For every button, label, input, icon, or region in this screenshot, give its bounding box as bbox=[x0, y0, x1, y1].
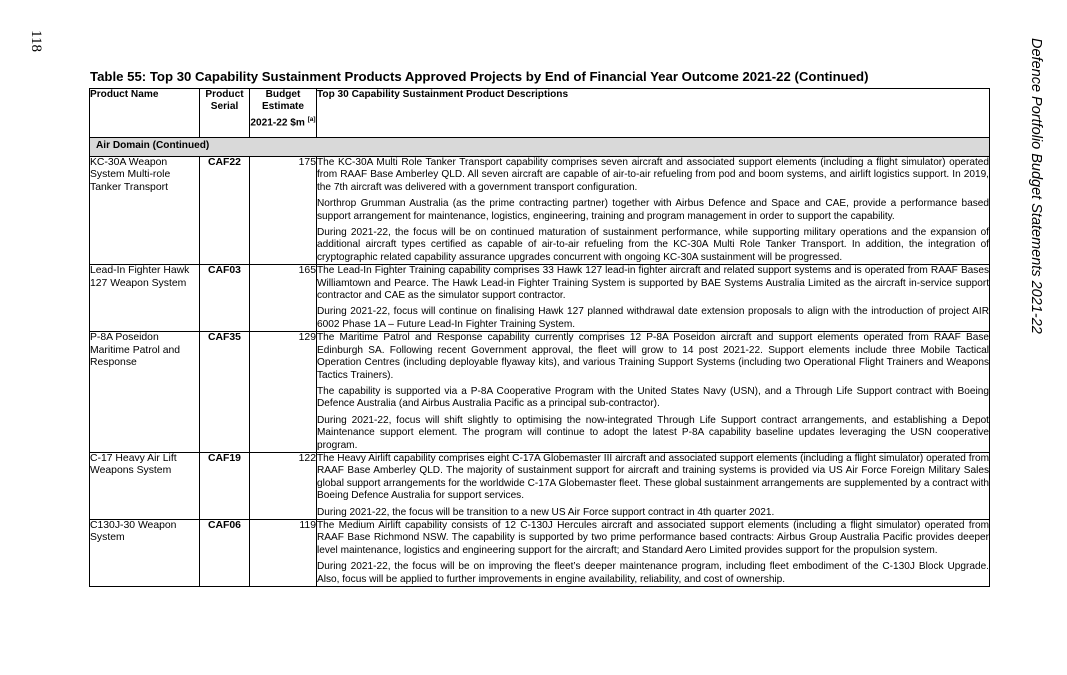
budget-estimate: 165 bbox=[250, 265, 317, 332]
description-paragraph: The capability is supported via a P-8A Cooperative Program with the United States Navy (USN), and a Through Life Support contract with Boeing Defence Australia (and Airbus Australia Pacific as a principal sub-contractor). bbox=[317, 385, 989, 410]
product-serial: CAF22 bbox=[200, 157, 250, 265]
description-paragraph: During 2021-22, focus will continue on finalising Hawk 127 planned withdrawal date extension proposals to align with the introduction of project AIR 6002 Phase 1A – Future Lead-In Fighter Training System. bbox=[317, 306, 989, 330]
product-serial: CAF03 bbox=[200, 265, 250, 332]
description-paragraph: The KC-30A Multi Role Tanker Transport capability comprises seven aircraft and associated support elements (including a flight simulator) operated from RAAF Base Amberley QLD. All seven aircraft are capable of air-to-air refueling from pod and boom systems, and airlift logistics support. In 2019, the 7th aircraft was delivered with a government transport configuration. bbox=[317, 157, 989, 193]
product-name: Lead-In Fighter Hawk 127 Weapon System bbox=[90, 265, 200, 332]
table-row bbox=[90, 265, 990, 332]
page-number: 118 bbox=[28, 30, 44, 52]
section-title: Air Domain (Continued) bbox=[90, 138, 990, 157]
product-description bbox=[317, 519, 990, 586]
table-row bbox=[90, 157, 990, 265]
product-serial: CAF06 bbox=[200, 519, 250, 586]
header-descriptions: Top 30 Capability Sustainment Product Descriptions bbox=[317, 89, 990, 138]
description-paragraph: During 2021-22, the focus will be transition to a new US Air Force support contract in 4th quarter 2021. bbox=[317, 506, 775, 518]
budget-estimate: 129 bbox=[250, 332, 317, 453]
budget-estimate: 119 bbox=[250, 519, 317, 586]
product-description bbox=[317, 157, 990, 265]
sustainment-products-table bbox=[89, 88, 990, 587]
product-description bbox=[317, 452, 990, 519]
section-row bbox=[90, 138, 990, 157]
description-paragraph: Northrop Grumman Australia (as the prime contracting partner) together with Airbus Defence and Space and CAE, provide a performance based support arrangement for maintenance, logistics, engineering, training and program management in order to support the capability. bbox=[317, 198, 989, 222]
product-serial: CAF19 bbox=[200, 452, 250, 519]
description-paragraph: The Maritime Patrol and Response capability currently comprises 12 P-8A Poseidon aircraft and support elements operated from RAAF Base Edinburgh SA. Following recent Government approval, the fleet will grow to 14 post 2021-22. Support elements include three Mobile Tactical Operation Centres (including deployable flyaway kits), and various Training Support Systems (including two Operational Flight Trainers and Weapons Tactics Trainers). bbox=[317, 332, 989, 381]
product-description bbox=[317, 265, 990, 332]
table-row bbox=[90, 332, 990, 453]
header-product-serial: Product Serial bbox=[200, 89, 250, 138]
description-paragraph: The Heavy Airlift capability comprises eight C-17A Globemaster III aircraft and associated support elements (including a flight simulator) operated from RAAF Base Amberley QLD. The majority of sustainment support for aircraft and training systems is provided via US Air Force Foreign Military Sales global support arrangements for the worldwide C-17A Globemaster fleet. These global sustainment arrangements are supplemented by a contract with Boeing Defence Australia for support services. bbox=[317, 452, 989, 502]
table-row bbox=[90, 452, 990, 519]
description-paragraph: The Medium Airlift capability consists of 12 C-130J Hercules aircraft and associated support elements (including a flight simulator) operated from RAAF Base Richmond NSW. The capability is supported by two prime performance based contracts: Airbus Group Australia Pacific provides deeper level maintenance, logistics and engineering support for the aircraft; and Standard Aero Limited provides support for the propulsion system. bbox=[317, 519, 989, 556]
product-name: KC-30A Weapon System Multi-role Tanker Transport bbox=[90, 157, 200, 265]
budget-estimate: 175 bbox=[250, 157, 317, 265]
description-paragraph: During 2021-22, the focus will be on improving the fleet’s deeper maintenance program, including fleet embodiment of the C-130J Block Upgrade. Also, focus will be applied to further improvements in engine availability, reliability, and cost of ownership. bbox=[317, 561, 989, 585]
product-description bbox=[317, 332, 990, 453]
product-name: P-8A Poseidon Maritime Patrol and Response bbox=[90, 332, 200, 453]
product-name: C130J-30 Weapon System bbox=[90, 519, 200, 586]
header-budget-footnote: [a] bbox=[307, 115, 316, 123]
table-caption: Table 55: Top 30 Capability Sustainment Products Approved Projects by End of Financial Year Outcome 2021-22 (Continued) bbox=[90, 69, 869, 84]
product-serial: CAF35 bbox=[200, 332, 250, 453]
product-name: C-17 Heavy Air Lift Weapons System bbox=[90, 452, 200, 519]
budget-estimate: 122 bbox=[250, 452, 317, 519]
header-budget-estimate bbox=[250, 89, 317, 138]
table-header-row bbox=[90, 89, 990, 138]
header-budget-label: Budget Estimate 2021-22 $m bbox=[250, 89, 305, 129]
header-product-name: Product Name bbox=[90, 89, 200, 138]
description-paragraph: The Lead-In Fighter Training capability comprises 33 Hawk 127 lead-in fighter aircraft and related support systems and is operated from RAAF Bases Williamtown and Pearce. The Hawk Lead-in Fighter Training System is supported by BAE Systems Australia Limited as the aircraft in-service support contractor and CAE as the simulator support contractor. bbox=[317, 265, 989, 302]
description-paragraph: During 2021-22, focus will shift slightly to optimising the now-integrated Through Life Support contract arrangements, and establishing a Depot Maintenance support element. The program will continue to adopt the latest P-8A capability baseline updates leveraging the USN cooperative program. bbox=[317, 414, 989, 451]
table-row bbox=[90, 519, 990, 586]
description-paragraph: During 2021-22, the focus will be on continued maturation of sustainment performance, while supporting military operations and the expansion of additional aircraft types certified as capable of air-to-air refueling from the KC-30A Multi Role Tanker Transport. In addition, the integration of cryptographic related capability assurance upgrades concurrent with ongoing KC-30A sustainment will be progressed. bbox=[317, 227, 989, 263]
running-title: Defence Portfolio Budget Statements 2021-22 bbox=[1028, 38, 1044, 334]
